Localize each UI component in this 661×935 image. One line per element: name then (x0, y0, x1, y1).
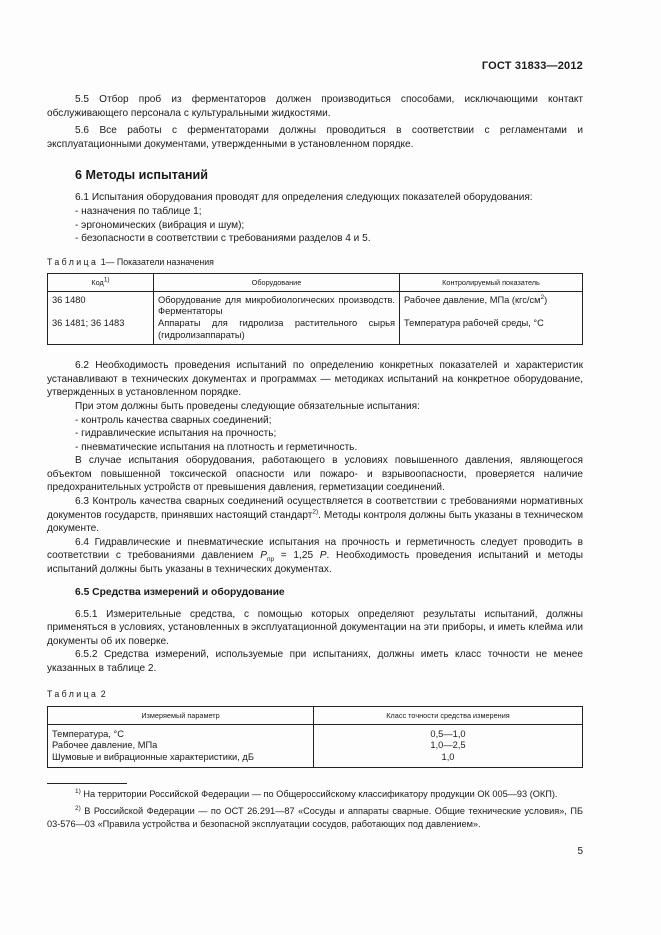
table-row (48, 318, 583, 345)
standard-code: ГОСТ 31833—2012 (481, 60, 583, 72)
list-6-1 (47, 205, 583, 246)
list-item: - назначения по таблице 1; (75, 205, 202, 217)
footnote-2: $^{2)}$ В Российской Федерации — по ОСТ 26.291—87 «Сосуды и аппараты сварные. Общие технические условия», ПБ 03-576—03 «Правила устройства и безопасной эксплуатации сосудов, работающих под давлением». (47, 804, 583, 829)
cell-accuracy: 1,0—2,5 (314, 740, 583, 752)
list-6-2 (47, 414, 583, 455)
footnotes (47, 788, 583, 830)
paragraph-6-3: 6.3 Контроль качества сварных соединений осуществляется в соответствии с требованиями нормативных документов государств, принявших настоящий стандарт$^{2)}$. Методы контроля должны быть указаны в техническом документе. (47, 496, 584, 535)
table-row (48, 752, 583, 768)
table-2 (47, 706, 583, 769)
table-2-caption: Таблица 2 (47, 688, 106, 699)
table-row (48, 291, 583, 318)
table-1 (47, 273, 583, 345)
paragraph-6-4: 6.4 Гидравлические и пневматические испытания на прочность и герметичность следует проводить в соответствии с требованиями давлением $P_{пр} = 1,25$ P. Необходимость проведения испытаний и методы испытаний должны быть указаны в технических документах. (47, 536, 584, 576)
cell-code: 36 1480 (48, 291, 154, 318)
footnote-divider (47, 783, 127, 784)
paragraph-6-5-2: 6.5.2 Средства измерений, используемые при испытаниях, должны иметь класс точности не менее указанных в таблице 2. (47, 649, 583, 674)
list-item: - пневматические испытания на плотность и герметичность. (75, 441, 358, 453)
header-indicator: Контролируемый показатель (400, 273, 583, 291)
section-6-5-title: 6.5 Средства измерений и оборудование (75, 586, 285, 598)
header-equipment: Оборудование (154, 273, 400, 291)
footnote-1: $^{1)}$ На территории Российской Федерации — по Общероссийскому классификатору продукции ОК 005—93 (ОКП). (75, 788, 558, 800)
cell-param: Шумовые и вибрационные характеристики, дБ (48, 752, 314, 768)
list-item: - безопасности в соответствии с требованиями разделов 4 и 5. (75, 233, 371, 245)
cell-indicator: Рабочее давление, МПа $(кгс/см^2)$ (400, 291, 583, 318)
cell-code: 36 1481; 36 1483 (48, 318, 154, 345)
cell-accuracy: 1,0 (314, 752, 583, 768)
cell-indicator: Температура рабочей среды, °С (400, 318, 583, 345)
paragraph-6-1: 6.1 Испытания оборудования проводят для определения следующих показателей оборудования: (75, 192, 533, 204)
list-item: - контроль качества сварных соединений; (75, 414, 272, 426)
paragraph-6-2-b: При этом должны быть проведены следующие обязательные испытания: (75, 400, 420, 412)
paragraph-6-2-c: В случае испытания оборудования, работающего в условиях повышенного давления, являющегося объектом повышенной токсической опасности или пожаро- и взрывоопасности, проверяется наличие предохранительных устройств от превышения давления, герметизации соединений. (47, 455, 583, 494)
section-6-title: 6 Методы испытаний (75, 168, 208, 183)
paragraph-6-2: 6.2 Необходимость проведения испытаний по определению конкретных показателей и характеристик устанавливают в технических документах и программах — методиках испытаний на конкретное оборудование, утвержденных в установленном порядке. (47, 360, 583, 399)
cell-param: Температура, °С (48, 724, 314, 740)
cell-accuracy: 0,5—1,0 (314, 724, 583, 740)
cell-param: Рабочее давление, МПа (48, 740, 314, 752)
table-header-row (48, 273, 583, 291)
cell-equipment: Оборудование для микробиологических производств. Ферментаторы (154, 291, 400, 318)
header-code: Код$^{1)}$ (48, 273, 154, 291)
table-row (48, 740, 583, 752)
cell-equipment: Аппараты для гидролиза растительного сырья (гидролизаппараты) (154, 318, 400, 345)
page-content (47, 93, 583, 830)
table-row (48, 724, 583, 740)
page-number: 5 (577, 846, 583, 857)
table-header-row (48, 706, 583, 724)
header-accuracy: Класс точности средства измерения (314, 706, 583, 724)
table-1-caption: Таблица 1— Показатели назначения (47, 256, 214, 267)
paragraph-5-6: 5.6 Все работы с ферментаторами должны проводиться в соответствии с регламентами и эксплуатационными документами, утвержденными в установленном порядке. (47, 125, 583, 150)
paragraph-5-5: 5.5 Отбор проб из ферментаторов должен производиться способами, исключающими контакт обслуживающего персонала с культуральными жидкостями. (47, 94, 583, 119)
header-param: Измеряемый параметр (48, 706, 314, 724)
list-item: - гидравлические испытания на прочность; (75, 428, 277, 440)
paragraph-6-5-1: 6.5.1 Измерительные средства, с помощью которых определяют результаты испытаний, должны применяться в условиях, установленных в эксплуатационной документации на эти приборы, и иметь клейма или документы об их поверке. (47, 608, 583, 647)
list-item: - эргономических (вибрация и шум); (75, 219, 245, 231)
